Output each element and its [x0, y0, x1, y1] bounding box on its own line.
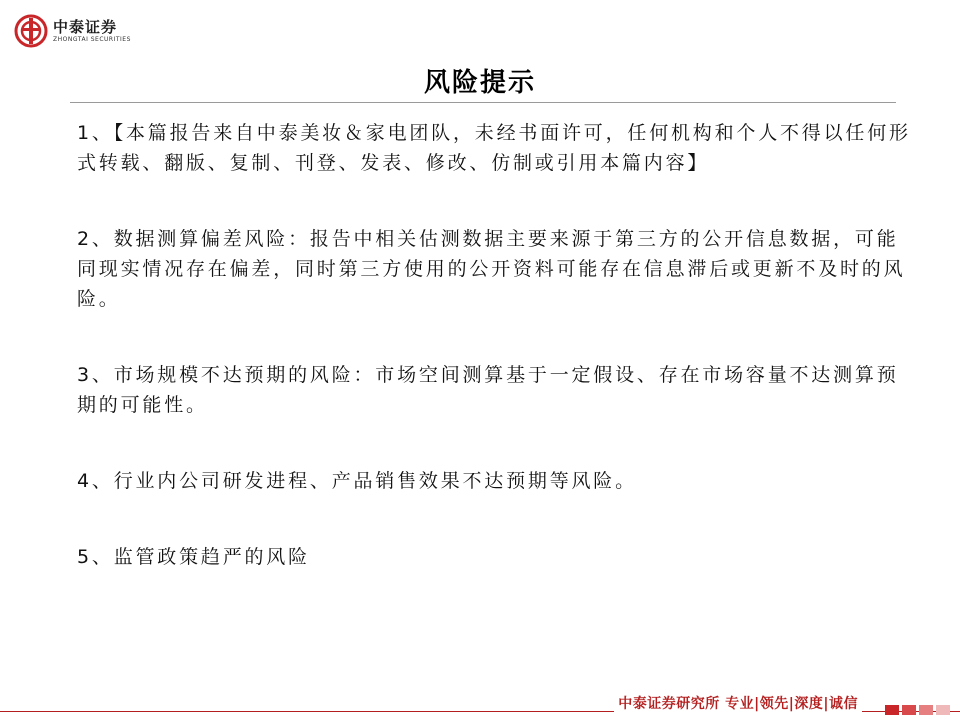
- company-logo: [14, 14, 131, 48]
- page-title: 风险提示: [423, 68, 536, 98]
- risk-item-2: 2、数据测算偏差风险：报告中相关估测数据主要来源于第三方的公开信息数据，可能同现实情况存在偏差，同时第三方使用的公开资料可能存在信息滞后或更新不及时的风险。: [77, 228, 906, 310]
- risk-list: [77, 118, 917, 572]
- risk-item-1: 1、【本篇报告来自中泰美妆＆家电团队，未经书面许可，任何机构和个人不得以任何形式转载、翻版、复制、刊登、发表、修改、仿制或引用本篇内容】: [77, 122, 911, 174]
- footer-decoration: [885, 705, 950, 715]
- footer: [0, 694, 960, 720]
- footer-block-icon: [902, 705, 916, 715]
- footer-block-icon: [919, 705, 933, 715]
- risk-item-5: 5、监管政策趋严的风险: [77, 546, 310, 568]
- logo-name-cn: 中泰证券: [53, 17, 118, 36]
- footer-block-icon: [936, 705, 950, 715]
- logo-name-en: ZHONGTAI SECURITIES: [53, 35, 131, 43]
- footer-block-icon: [885, 705, 899, 715]
- zhongtai-logo-icon: [14, 14, 48, 48]
- footer-slogan: 中泰证券研究所 专业|领先|深度|诚信: [614, 694, 862, 714]
- title-divider: [70, 102, 896, 103]
- risk-item-3: 3、市场规模不达预期的风险：市场空间测算基于一定假设、存在市场容量不达测算预期的可能性。: [77, 364, 899, 416]
- risk-item-4: 4、行业内公司研发进程、产品销售效果不达预期等风险。: [77, 470, 637, 492]
